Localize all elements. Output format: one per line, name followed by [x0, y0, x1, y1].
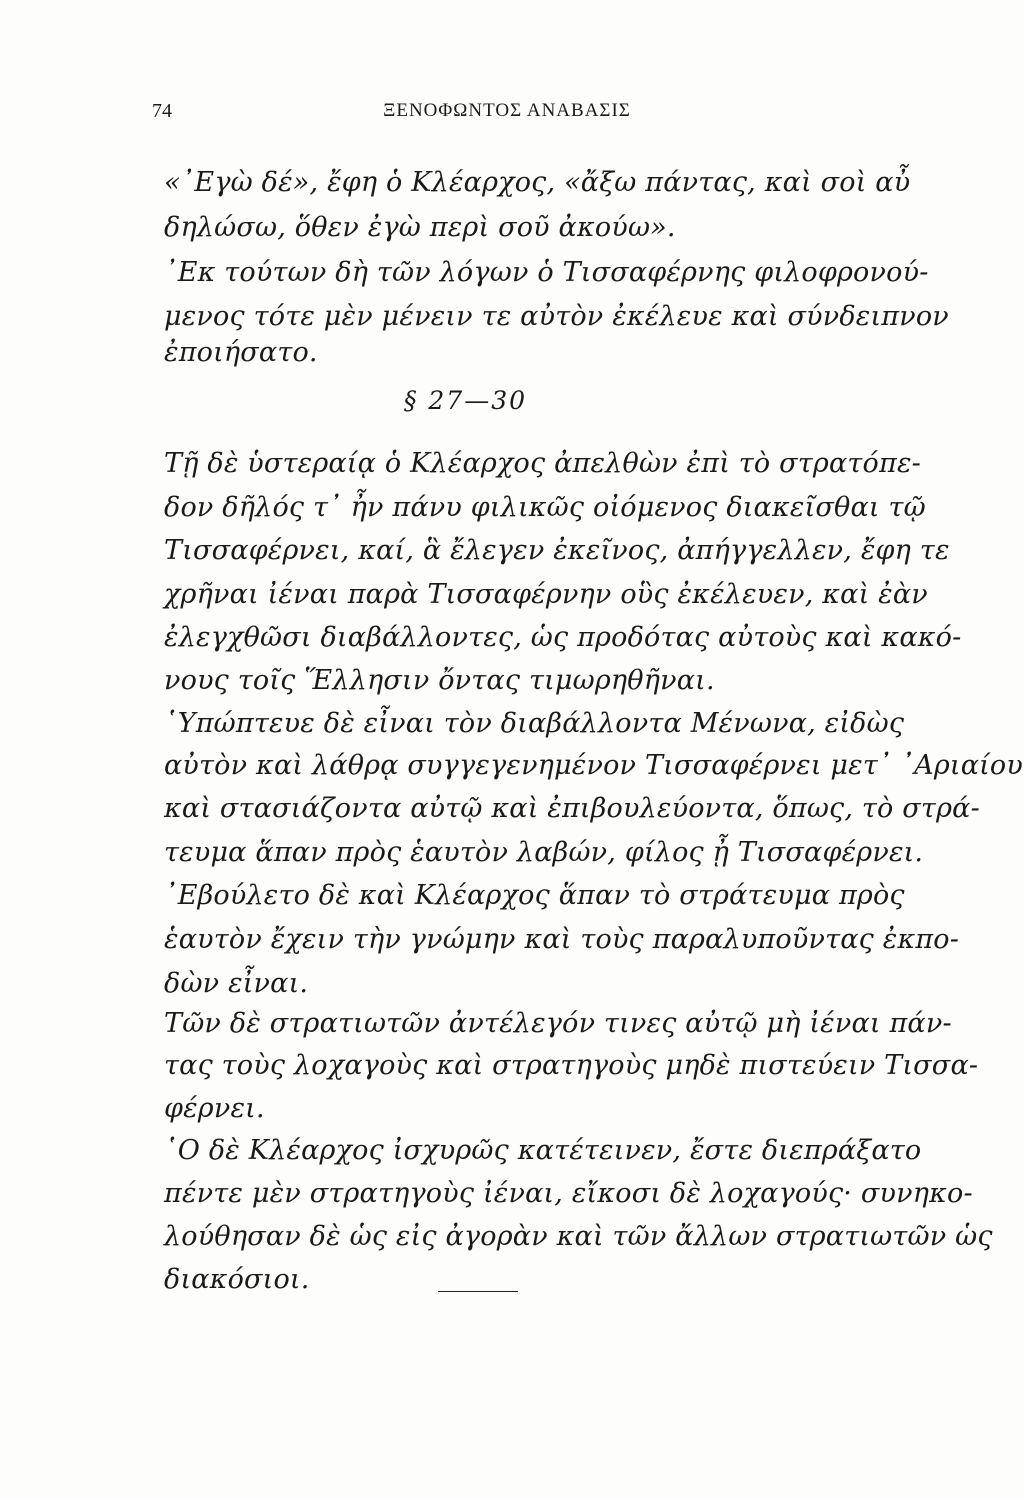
- end-rule: [438, 1291, 518, 1292]
- text-line: «᾿Εγὼ δέ», ἔφη ὁ Κλέαρχος, «ἄξω πάντας, καὶ σοὶ αὖ: [164, 167, 911, 198]
- text-line: Τῇ δὲ ὑστεραίᾳ ὁ Κλέαρχος ἀπελθὼν ἐπὶ τὸ στρατόπε-: [164, 448, 921, 479]
- text-line: νους τοῖς Ἕλλησιν ὄντας τιμωρηθῆναι.: [164, 665, 715, 696]
- text-line: χρῆναι ἰέναι παρὰ Τισσαφέρνην οὓς ἐκέλευεν, καὶ ἐὰν: [164, 579, 928, 610]
- text-line: δηλώσω, ὅθεν ἐγὼ περὶ σοῦ ἀκούω».: [164, 212, 676, 243]
- text-line: ᾿Εκ τούτων δὴ τῶν λόγων ὁ Τισσαφέρνης φιλοφρονού-: [164, 257, 929, 288]
- section-heading: § 27—30: [403, 386, 528, 415]
- text-line: ῾Ο δὲ Κλέαρχος ἰσχυρῶς κατέτεινεν, ἔστε διεπράξατο: [164, 1135, 922, 1166]
- text-line: τευμα ἅπαν πρὸς ἑαυτὸν λαβών, φίλος ᾖ Τισσαφέρνει.: [164, 837, 924, 868]
- text-line: ἐλεγχθῶσι διαβάλλοντες, ὡς προδότας αὐτοὺς καὶ κακό-: [164, 622, 962, 653]
- text-line: δὼν εἶναι.: [164, 968, 309, 999]
- text-line: καὶ στασιάζοντα αὐτῷ καὶ ἐπιβουλεύοντα, ὅπως, τὸ στρά-: [164, 793, 980, 824]
- text-line: ῾Υπώπτευε δὲ εἶναι τὸν διαβάλλοντα Μένωνα, εἰδὼς: [164, 708, 905, 739]
- text-line: ᾿Εβούλετο δὲ καὶ Κλέαρχος ἅπαν τὸ στράτευμα πρὸς: [164, 880, 905, 911]
- page-number: 74: [152, 100, 172, 122]
- text-line: δον δῆλός τ᾿ ἦν πάνυ φιλικῶς οἰόμενος διακεῖσθαι τῷ: [164, 492, 926, 523]
- text-line: τας τοὺς λοχαγοὺς καὶ στρατηγοὺς μηδὲ πιστεύειν Τισσα-: [164, 1050, 979, 1081]
- text-line: ἑαυτὸν ἔχειν τὴν γνώμην καὶ τοὺς παραλυποῦντας ἐκπο-: [164, 924, 960, 955]
- text-line: ἐποιήσατο.: [164, 337, 318, 368]
- text-line: φέρνει.: [164, 1093, 265, 1124]
- text-line: Τῶν δὲ στρατιωτῶν ἀντέλεγόν τινες αὐτῷ μὴ ἰέναι πάν-: [164, 1008, 952, 1039]
- text-line: πέντε μὲν στρατηγοὺς ἰέναι, εἴκοσι δὲ λοχαγούς· συνηκο-: [164, 1178, 973, 1209]
- text-line: Τισσαφέρνει, καί, ἃ ἔλεγεν ἐκεῖνος, ἀπήγγελλεν, ἔφη τε: [164, 535, 950, 566]
- running-title: ΞΕΝΟΦΩΝΤΟΣ ΑΝΑΒΑΣΙΣ: [383, 100, 631, 121]
- text-line: διακόσιοι.: [164, 1264, 310, 1295]
- text-line: λούθησαν δὲ ὡς εἰς ἀγορὰν καὶ τῶν ἄλλων στρατιωτῶν ὡς: [164, 1221, 993, 1252]
- text-line: μενος τότε μὲν μένειν τε αὐτὸν ἐκέλευε καὶ σύνδειπνον: [164, 301, 949, 332]
- page-header: [152, 100, 862, 130]
- text-line: αὐτὸν καὶ λάθρᾳ συγγεγενημένον Τισσαφέρνει μετ᾿ ᾿Αριαίου: [164, 750, 1023, 781]
